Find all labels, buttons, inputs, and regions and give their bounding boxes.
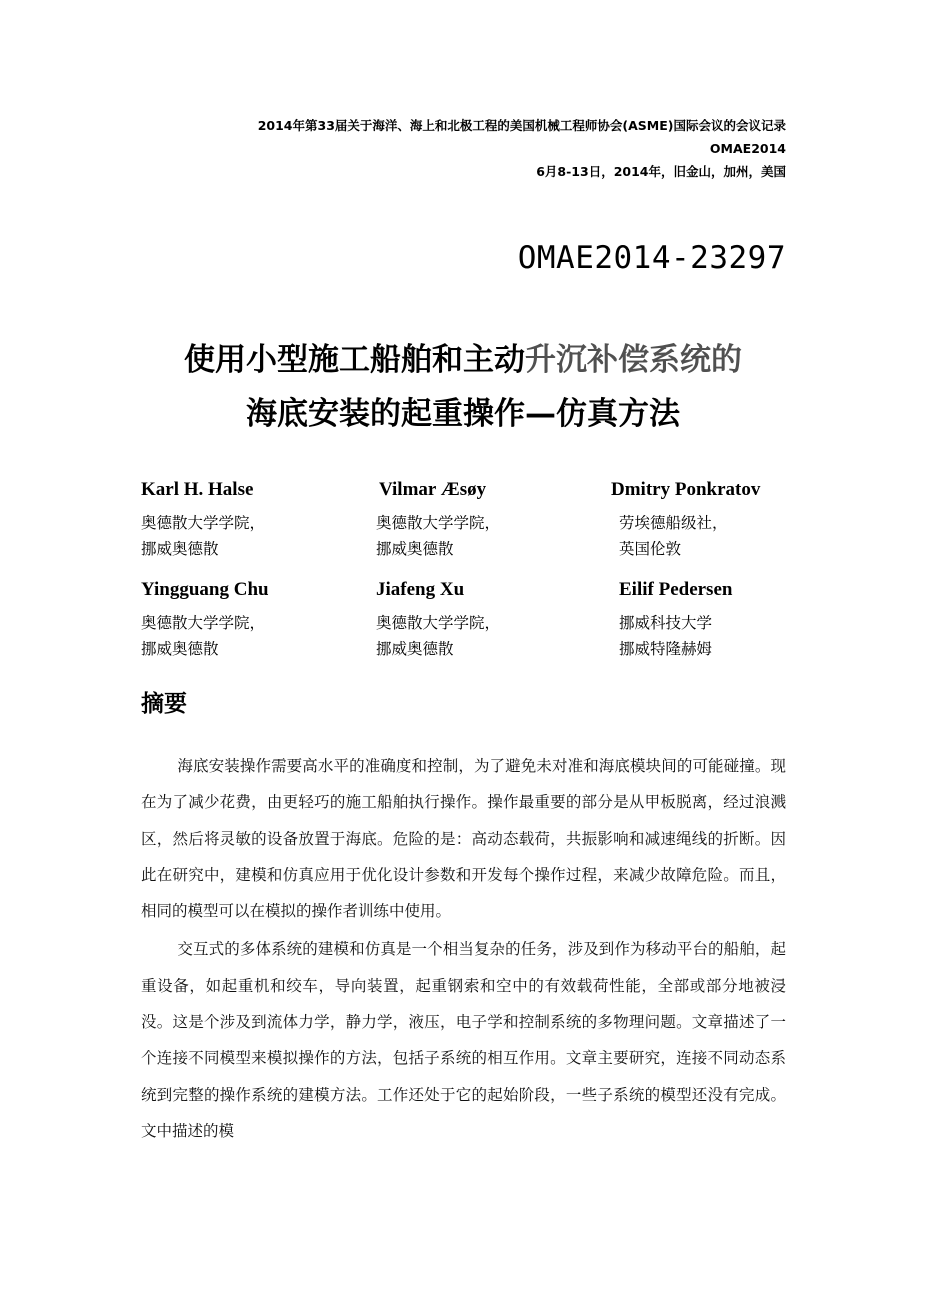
author-location: 英国伦敦 bbox=[619, 540, 682, 558]
paper-title bbox=[0, 333, 926, 441]
author-location: 挪威特隆赫姆 bbox=[619, 640, 713, 658]
author-3 bbox=[611, 476, 760, 562]
author-affiliation: 奥德散大学学院， bbox=[141, 514, 266, 532]
author-name: Karl H. Halse bbox=[141, 479, 254, 500]
author-affiliation: 奥德散大学学院， bbox=[141, 614, 266, 632]
abstract-paragraph-1: 海底安装操作需要高水平的准确度和控制，为了避免未对准和海底模块间的可能碰撞。现在为了减少花费，由更轻巧的施工船舶执行操作。操作最重要的部分是从甲板脱离，经过浪溅区，然后将灵敏的设备放置于海底。危险的是：高动态载荷，共振影响和减速绳线的折断。因此在研究中，建模和仿真应用于优化设计参数和开发每个操作过程，来减少故障危险。而且，相同的模型可以在模拟的操作者训练中使用。 bbox=[141, 757, 786, 921]
author-1 bbox=[141, 476, 265, 562]
title-line-2: 海底安装的起重操作—仿真方法 bbox=[246, 396, 680, 432]
author-location: 挪威奥德散 bbox=[376, 540, 454, 558]
author-6 bbox=[619, 576, 732, 662]
abstract-heading: 摘要 bbox=[141, 691, 187, 717]
author-name: Dmitry Ponkratov bbox=[611, 479, 761, 500]
author-block bbox=[141, 476, 801, 676]
paper-id: OMAE2014-23297 bbox=[517, 240, 786, 276]
author-row-2 bbox=[141, 576, 801, 676]
author-5 bbox=[376, 576, 500, 662]
author-affiliation: 奥德散大学学院， bbox=[376, 614, 501, 632]
author-location: 挪威奥德散 bbox=[376, 640, 454, 658]
abstract-paragraph-2: 交互式的多体系统的建模和仿真是一个相当复杂的任务，涉及到作为移动平台的船舶，起重设备，如起重机和绞车，导向装置，起重钢索和空中的有效载荷性能，全部或部分地被浸没。这是个涉及到流体力学，静力学，液压，电子学和控制系统的多物理问题。文章描述了一个连接不同模型来模拟操作的方法，包括子系统的相互作用。文章主要研究，连接不同动态系统到完整的操作系统的建模方法。工作还处于它的起始阶段，一些子系统的模型还没有完成。文中描述的模 bbox=[141, 940, 786, 1140]
author-row-1 bbox=[141, 476, 801, 576]
author-2 bbox=[376, 476, 501, 562]
author-location: 挪威奥德散 bbox=[141, 540, 219, 558]
author-location: 挪威奥德散 bbox=[141, 640, 219, 658]
author-affiliation: 劳埃德船级社， bbox=[619, 514, 728, 532]
author-name: Yingguang Chu bbox=[141, 579, 269, 600]
conference-date-location: 6月8-13日，2014年，旧金山，加州，美国 bbox=[536, 164, 786, 179]
author-affiliation: 挪威科技大学 bbox=[619, 614, 713, 632]
author-name: Vilmar Æsøy bbox=[379, 479, 487, 500]
conference-code: OMAE2014 bbox=[709, 141, 786, 156]
title-line-1-grey: 升沉补偿系统的 bbox=[525, 342, 742, 378]
title-line-1 bbox=[0, 333, 926, 387]
author-affiliation: 奥德散大学学院， bbox=[376, 514, 501, 532]
author-name: Eilif Pedersen bbox=[619, 579, 733, 600]
author-4 bbox=[141, 576, 269, 662]
proceedings-title: 2014年第33届关于海洋、海上和北极工程的美国机械工程师协会(ASME)国际会议的会议记录 bbox=[257, 118, 786, 133]
proceedings-header bbox=[258, 114, 786, 183]
title-line-1-main: 使用小型施工船舶和主动 bbox=[184, 342, 525, 378]
author-name: Jiafeng Xu bbox=[376, 579, 465, 600]
abstract-body bbox=[141, 748, 786, 1151]
